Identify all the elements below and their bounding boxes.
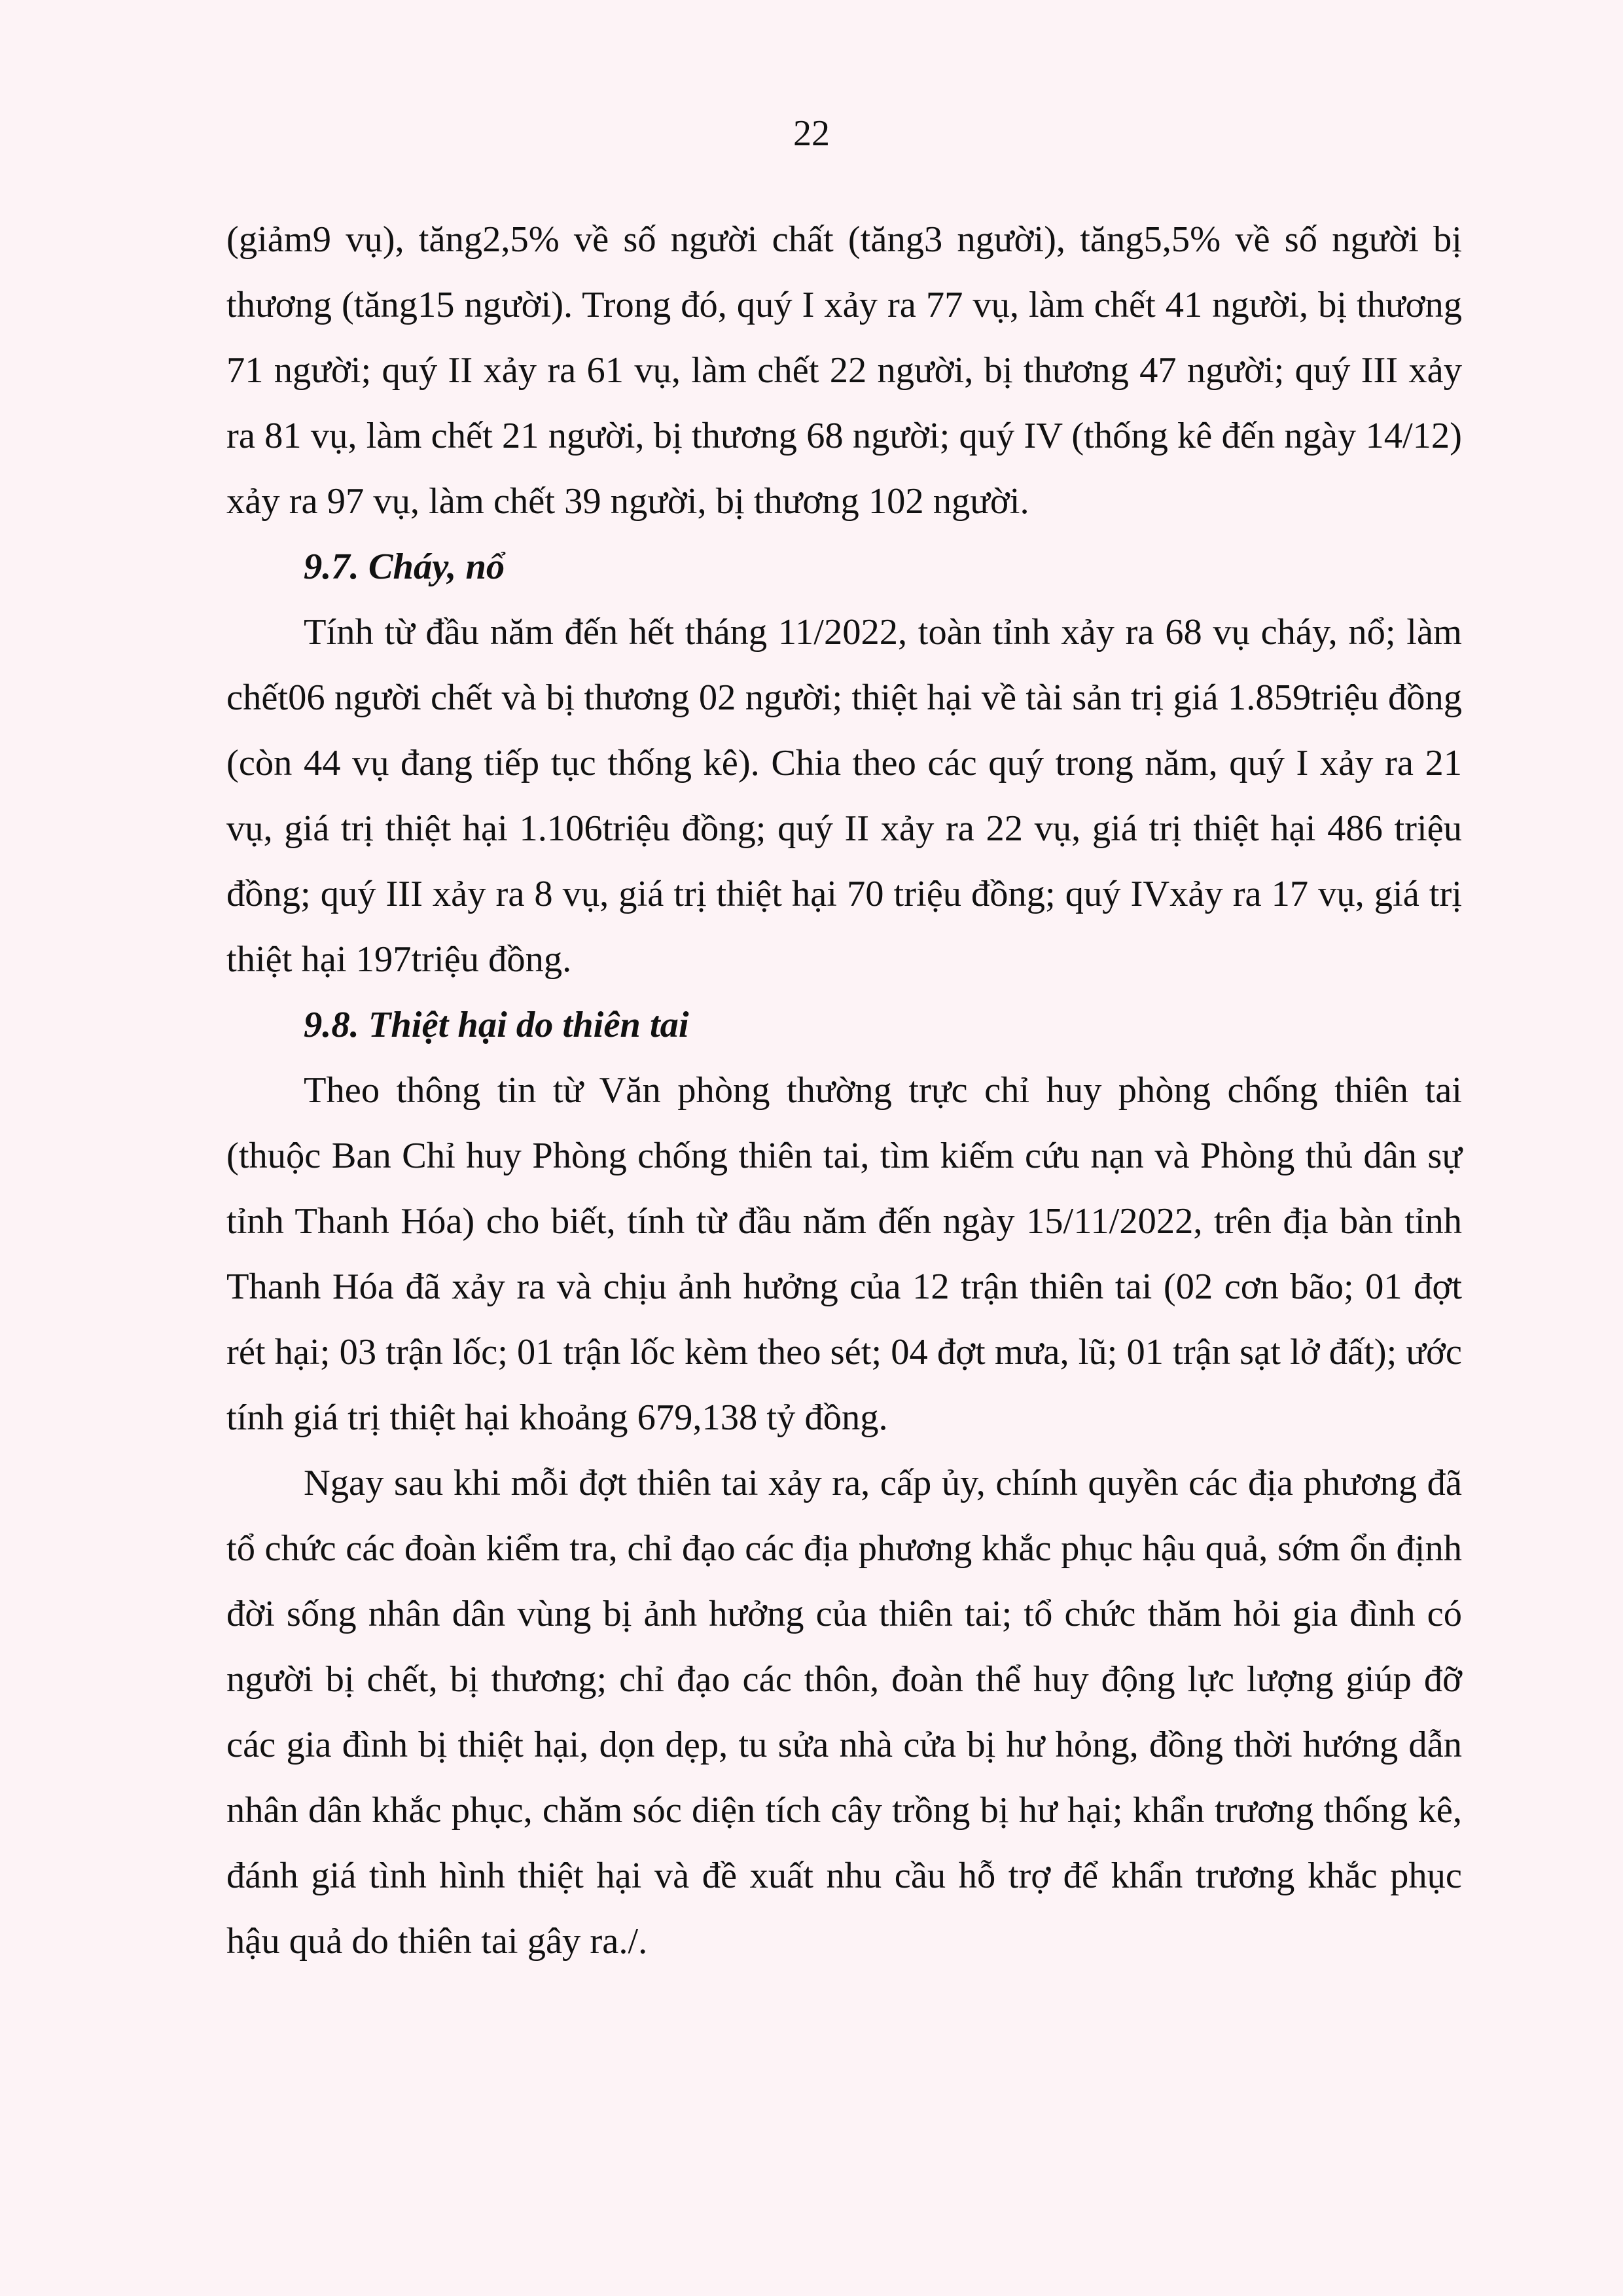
natural-disaster-paragraph-1: Theo thông tin từ Văn phòng thường trực chỉ huy phòng chống thiên tai (thuộc Ban Chỉ huy Phòng chống thiên tai, tìm kiếm cứu nạn và Phòng thủ dân sự tỉnh Thanh Hóa) cho biết, tính từ đầu năm đến ngày 15/11/2022, trên địa bàn tỉnh Thanh Hóa đã xảy ra và chịu ảnh hưởng của 12 trận thiên tai (02 cơn bão; 01 đợt rét hại; 03 trận lốc; 01 trận lốc kèm theo sét; 04 đợt mưa, lũ; 01 trận sạt lở đất); ước tính giá trị thiệt hại khoảng 679,138 tỷ đồng. [226, 1070, 1462, 1438]
document-body [226, 207, 1462, 1974]
continuation-paragraph: (giảm9 vụ), tăng2,5% về số người chất (tăng3 người), tăng5,5% về số người bị thương (tăng15 người). Trong đó, quý I xảy ra 77 vụ, làm chết 41 người, bị thương 71 người; quý II xảy ra 61 vụ, làm chết 22 người, bị thương 47 người; quý III xảy ra 81 vụ, làm chết 21 người, bị thương 68 người; quý IV (thống kê đến ngày 14/12) xảy ra 97 vụ, làm chết 39 người, bị thương 102 người. [226, 219, 1462, 522]
page-number: 22 [793, 113, 830, 154]
section-heading-fire-explosion: 9.7. Cháy, nổ [304, 547, 505, 587]
section-heading-natural-disaster: 9.8. Thiệt hại do thiên tai [304, 1005, 689, 1045]
natural-disaster-paragraph-2: Ngay sau khi mỗi đợt thiên tai xảy ra, cấp ủy, chính quyền các địa phương đã tổ chức các đoàn kiểm tra, chỉ đạo các địa phương khắc phục hậu quả, sớm ổn định đời sống nhân dân vùng bị ảnh hưởng của thiên tai; tổ chức thăm hỏi gia đình có người bị chết, bị thương; chỉ đạo các thôn, đoàn thể huy động lực lượng giúp đỡ các gia đình bị thiệt hại, dọn dẹp, tu sửa nhà cửa bị hư hỏng, đồng thời hướng dẫn nhân dân khắc phục, chăm sóc diện tích cây trồng bị hư hại; khẩn trương thống kê, đánh giá tình hình thiệt hại và đề xuất nhu cầu hỗ trợ để khẩn trương khắc phục hậu quả do thiên tai gây ra./. [226, 1463, 1462, 1962]
fire-explosion-paragraph: Tính từ đầu năm đến hết tháng 11/2022, toàn tỉnh xảy ra 68 vụ cháy, nổ; làm chết06 người chết và bị thương 02 người; thiệt hại về tài sản trị giá 1.859triệu đồng (còn 44 vụ đang tiếp tục thống kê). Chia theo các quý trong năm, quý I xảy ra 21 vụ, giá trị thiệt hại 1.106triệu đồng; quý II xảy ra 22 vụ, giá trị thiệt hại 486 triệu đồng; quý III xảy ra 8 vụ, giá trị thiệt hại 70 triệu đồng; quý IVxảy ra 17 vụ, giá trị thiệt hại 197triệu đồng. [226, 612, 1462, 980]
